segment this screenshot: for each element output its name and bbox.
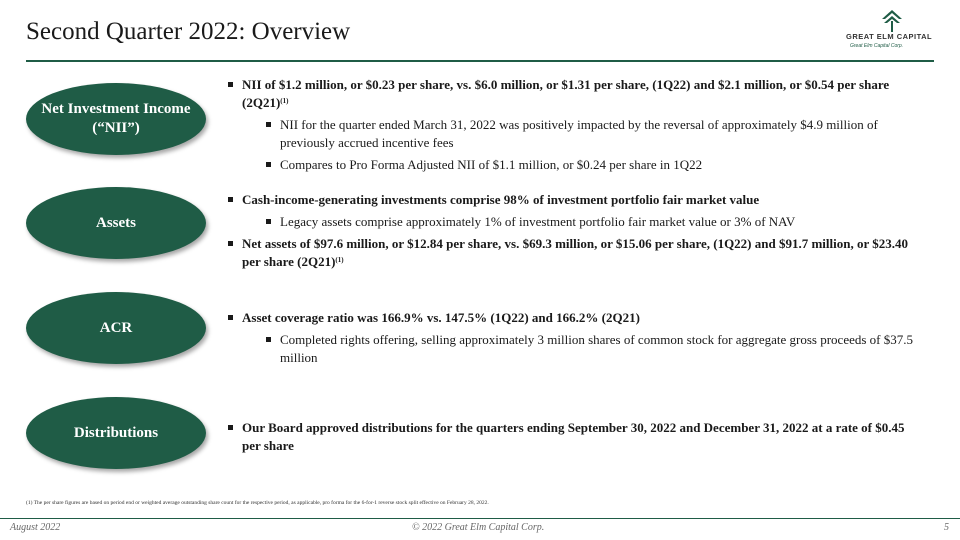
title-divider <box>26 60 934 62</box>
nii-sub-bullet-1: NII for the quarter ended March 31, 2022 was positively impacted by the reversal of approximately $4.9 million of previously accrued incentive fees <box>264 116 916 152</box>
distributions-label-pill <box>26 397 206 469</box>
nii-label-pill <box>26 83 206 155</box>
assets-section <box>226 191 916 275</box>
assets-bullet-1: Cash-income-generating investments comprise 98% of investment portfolio fair market value <box>226 191 916 209</box>
nii-section <box>226 76 916 178</box>
company-logo <box>846 10 936 52</box>
acr-section <box>226 309 916 371</box>
nii-main-bullet <box>226 76 916 112</box>
nii-label: Net Investment Income (“NII”) <box>41 101 191 136</box>
assets-bullet-2 <box>226 235 916 271</box>
logo-subtitle: Great Elm Capital Corp. <box>850 43 904 49</box>
nii-main-text: NII of $1.2 million, or $0.23 per share, vs. $6.0 million, or $1.31 per share, (1Q22) and $2.1 million, or $0.54 per share (2Q21) <box>242 77 890 110</box>
distributions-label: Distributions <box>73 424 159 441</box>
assets-label-pill <box>26 187 206 259</box>
footnote: (1) The per share figures are based on period end or weighted average outstanding share count for the respective period, as applicable, pro forma for the 6-for-1 reverse stock split effective on February 28, 2022. <box>26 500 489 506</box>
elm-tree-icon <box>882 10 902 32</box>
assets-label: Assets <box>96 214 136 231</box>
footer-copyright: © 2022 Great Elm Capital Corp. <box>412 522 545 533</box>
footer-divider <box>0 518 960 519</box>
footnote-ref: (1) <box>280 96 289 105</box>
assets-bullet-2-text: Net assets of $97.6 million, or $12.84 per share, vs. $69.3 million, or $15.06 per share, (1Q22) and $91.7 million, or $23.40 per share (2Q21) <box>242 235 909 269</box>
nii-sub-bullet-2: Compares to Pro Forma Adjusted NII of $1.1 million, or $0.24 per share in 1Q22 <box>264 156 916 174</box>
acr-label: ACR <box>99 319 133 336</box>
page-number: 5 <box>944 522 949 533</box>
distributions-section <box>226 419 916 459</box>
distributions-bullet-1: Our Board approved distributions for the quarters ending September 30, 2022 and December 31, 2022 at a rate of $0.45 per share <box>226 419 916 455</box>
acr-sub-bullet-1: Completed rights offering, selling approximately 3 million shares of common stock for aggregate gross proceeds of $37.5 million <box>264 331 916 367</box>
page-title: Second Quarter 2022: Overview <box>26 18 351 45</box>
logo-wordmark: GREAT ELM CAPITAL <box>846 32 933 41</box>
acr-label-pill <box>26 292 206 364</box>
assets-sub-bullet-1: Legacy assets comprise approximately 1% of investment portfolio fair market value or 3% of NAV <box>264 213 916 231</box>
acr-bullet-1: Asset coverage ratio was 166.9% vs. 147.5% (1Q22) and 166.2% (2Q21) <box>226 309 916 327</box>
footnote-ref: (1) <box>335 255 344 264</box>
footer-date: August 2022 <box>10 522 61 533</box>
